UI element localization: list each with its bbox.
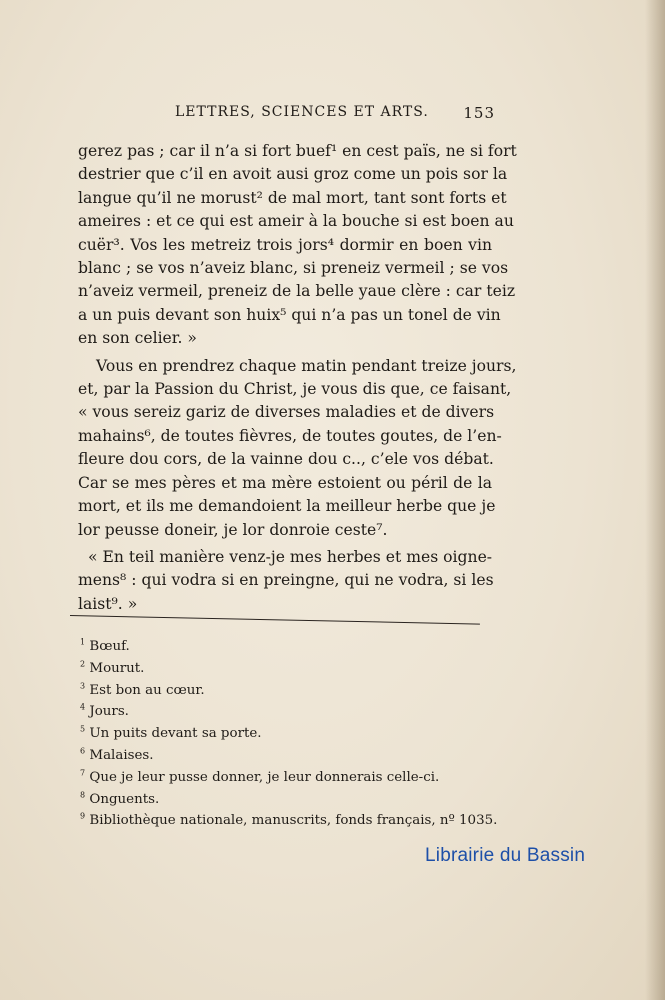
footnote-number: 1 (80, 637, 86, 647)
footnote-number: 7 (80, 768, 86, 778)
footnote-number: 3 (80, 681, 86, 691)
text-line: mahains⁶, de toutes fièvres, de toutes goutes, de l’en- (78, 426, 502, 445)
footnote (80, 767, 500, 789)
text-line: laist⁹. » (78, 594, 138, 613)
footnote-text: Onguents. (89, 791, 160, 807)
text-line: fleure dou cors, de la vainne dou c.., c’ele vos débat. (78, 450, 494, 469)
text-line: et, par la Passion du Christ, je vous dis que, ce faisant, (78, 380, 512, 399)
text-line: mort, et ils me demandoient la meilleur herbe que je (78, 497, 496, 516)
footnote-text: Jours. (89, 704, 129, 720)
footnote-text: Un puits devant sa porte. (89, 726, 262, 742)
footnote-text: Que je leur pusse donner, je leur donnerais celle-ci. (89, 769, 440, 785)
text-line: mens⁸ : qui vodra si en preingne, qui ne vodra, si les (78, 571, 494, 590)
footnote (80, 658, 500, 680)
text-line: en son celier. » (78, 329, 197, 348)
footnote-number: 4 (80, 702, 86, 712)
footnote-number: 9 (80, 811, 86, 821)
text-line: Vous en prendrez chaque matin pendant treize jours, (96, 356, 517, 375)
text-line: « vous sereiz gariz de diverses maladies et de divers (78, 403, 495, 422)
text-line: a un puis devant son huix⁵ qui n’a pas un tonel de vin (78, 305, 501, 324)
text-line: ameires : et ce qui est ameir à la bouche si est boen au (78, 212, 514, 231)
text-line: n’aveiz vermeil, preneiz de la belle yaue clère : car teiz (78, 282, 516, 301)
body-text (78, 140, 517, 616)
footnote (80, 636, 500, 658)
footnote-number: 5 (80, 724, 86, 734)
running-title: LETTRES, SCIENCES ET ARTS. (175, 104, 429, 120)
page-gutter-shadow (645, 0, 665, 1000)
page-number: 153 (463, 104, 495, 122)
footnote-text: Mourut. (89, 660, 145, 676)
text-line: destrier que c’il en avoit ausi groz come un pois sor la (78, 165, 508, 184)
text-line: langue qu’il ne morust² de mal mort, tant sont forts et (78, 188, 507, 207)
footnote-separator-rule (70, 615, 480, 625)
text-line: Car se mes pères et ma mère estoient ou péril de la (78, 473, 492, 492)
text-line: « En teil manière venz-je mes herbes et mes oigne- (88, 547, 493, 566)
text-line: blanc ; se vos n’aveiz blanc, si preneiz vermeil ; se vos (78, 259, 509, 278)
footnote (80, 680, 500, 702)
running-header (175, 104, 495, 126)
footnote (80, 789, 500, 811)
text-line: lor peusse doneir, je lor donroie ceste⁷. (78, 520, 388, 539)
footnote-text: Malaises. (89, 747, 154, 763)
footnotes (80, 636, 500, 832)
footnote-number: 6 (80, 746, 86, 756)
footnote (80, 810, 500, 832)
footnote (80, 723, 500, 745)
footnote-text: Est bon au cœur. (89, 682, 205, 698)
footnote-number: 2 (80, 659, 86, 669)
text-line: cuër³. Vos les metreiz trois jors⁴ dormir en boen vin (78, 235, 492, 254)
watermark-text: Librairie du Bassin (425, 845, 586, 866)
footnote-text: Bibliothèque nationale, manuscrits, fonds français, nº 1035. (89, 813, 498, 829)
footnote-text: Bœuf. (89, 639, 130, 654)
footnote-number: 8 (80, 790, 86, 800)
footnote (80, 701, 500, 723)
footnote (80, 745, 500, 767)
text-line: gerez pas ; car il n’a si fort buef¹ en cest païs, ne si fort (78, 142, 517, 160)
